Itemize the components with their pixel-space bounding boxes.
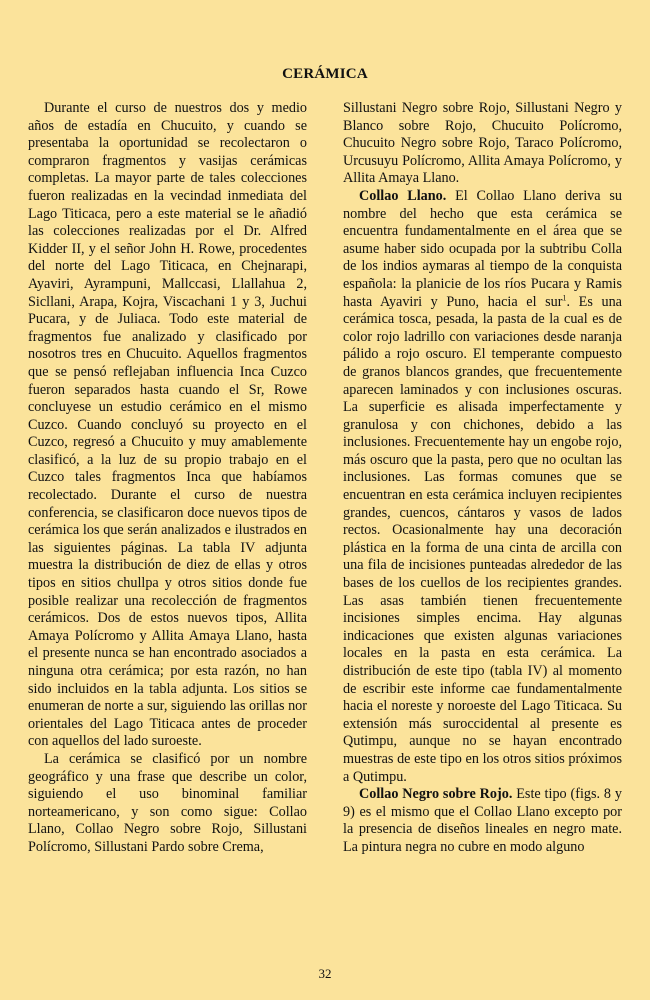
left-column	[28, 100, 307, 857]
collao-llano-heading: Collao Llano.	[359, 187, 447, 204]
right-column	[343, 100, 622, 857]
classification-paragraph: La cerámica se clasificó por un nombre geográfico y una frase que describe un color, siguiendo el uso binominal familiar norteamericano, y son como sigue: Collao Llano, Collao Negro sobre Rojo, Sillustani Polícromo, Sillustani Pardo sobre Crema,	[28, 750, 307, 855]
type-list-continuation: Sillustani Negro sobre Rojo, Sillustani Negro y Blanco sobre Rojo, Chucuito Polícromo, Chucuito Negro sobre Rojo, Taraco Polícromo, Urcusuyu Polícromo, Allita Amaya Polícromo, y Allita Amaya Llano.	[343, 100, 622, 187]
collao-negro-text: Este tipo (figs. 8 y 9) es el mismo que el Collao Llano excepto por la presencia de diseños lineales en negro mate. La pintura negra no cubre en modo alguno	[343, 786, 622, 855]
page-title: CERÁMICA	[282, 66, 368, 82]
intro-paragraph: Durante el curso de nuestros dos y medio años de estadía en Chucuito, y cuando se presentaba la oportunidad se recolectaron o compraron fragmentos y vasijas cerámicas completas. La mayor parte de tales colecciones fueron realizadas en la vecindad inmediata del Lago Titicaca, pero a este material se le añadió las colecciones realizadas por el Dr. Alfred Kidder II, y el señor John H. Rowe, procedentes del norte del Lago Titicaca, en Chejnarapi, Ayaviri, Ayrampuni, Mallccasi, Llallahua 2, Sicllani, Arapa, Kojra, Viscachani 1 y 3, Juchui Pucara, y de Juliaca. Todo este material de fragmentos fue analizado y clasificado por nosotros tres en Chucuito. Aquellos fragmentos que se pensó reflejaban influencia Inca Cuzco fueron separados hasta cuando el Sr, Rowe concluyese un estudio cerámico en el mismo Cuzco. Cuando concluyó su proyecto en el Cuzco, regresó a Chucuito y muy amablemente clasificó, a la luz de su propio trabajo en el Cuzco tales fragmentos Inca que habíamos recolectado. Durante el curso de nuestra conferencia, se clasificaron doce nuevos tipos de cerámica los que serán analizados e ilustrados en las siguientes páginas. La tabla IV adjunta muestra la distribución de diez de ellas y otros tipos en sitios chullpa y otros sitios donde fue posible realizar una recolección de fragmentos cerámicos. Dos de estos nuevos tipos, Allita Amaya Polícromo y Allita Amaya Llano, hasta el presente nunca se han encontrado asociados a ninguna otra cerámica; por esta razón, no han sido incluidos en la tabla adjunta. Los sitios se enumeran de norte a sur, siguiendo las orillas nor orientales del Lago Titicaca antes de proceder con aquellos del lado suroeste.	[28, 100, 307, 750]
collao-negro-paragraph	[343, 786, 622, 856]
page-number: 32	[318, 966, 332, 981]
collao-llano-text-a: El Collao Llano deriva su nombre del hecho que esta cerámica se encuentra fundamentalmente en el área que se asume haber sido ocupada por la subtribu Colla de los indios aymaras al tiempo de la conquista española: la planicie de los ríos Pucara y Ramis hasta Ayaviri y Puno, hacia el sur	[343, 187, 622, 310]
collao-llano-paragraph	[343, 188, 622, 786]
collao-negro-heading: Collao Negro sobre Rojo.	[359, 786, 513, 803]
footnote-marker: 1	[562, 292, 567, 302]
collao-llano-text-b: . Es una cerámica tosca, pesada, la pasta de la cual es de color rojo ladrillo con variaciones desde naranja pálido a rojo oscuro. El temperante compuesto de granos blancos grandes, que frecuentemente aparecen laminados y con inclusiones oscuras. La superficie es alisada imperfectamente y granulosa y con chichones, debido a las inclusiones. Frecuentemente hay un engobe rojo, más oscuro que la pasta, pero que no ocultan las inclusiones. Las formas comunes que se encuentran en esta cerámica incluyen recipientes grandes, cuencos, cántaros y vasos de lados rectos. Ocasionalmente hay una decoración plástica en la forma de una cinta de arcilla con una fila de incisiones punteadas alrededor de las bases de los cuellos de los recipientes grandes. Las asas también tienen frecuentemente incisiones simples encima. Hay algunas indicaciones que existen algunas variaciones locales en la pasta en esta cerámica. La distribución de este tipo (tabla IV) al momento de escribir este informe cae fundamentalmente hacia el noreste y noroeste del Lago Titicaca. Su extensión más suroccidental al presente es Qutimpu, aunque no se hayan encontrado muestras de este tipo en los otros sitios próximos a Qutimpu.	[343, 293, 622, 785]
